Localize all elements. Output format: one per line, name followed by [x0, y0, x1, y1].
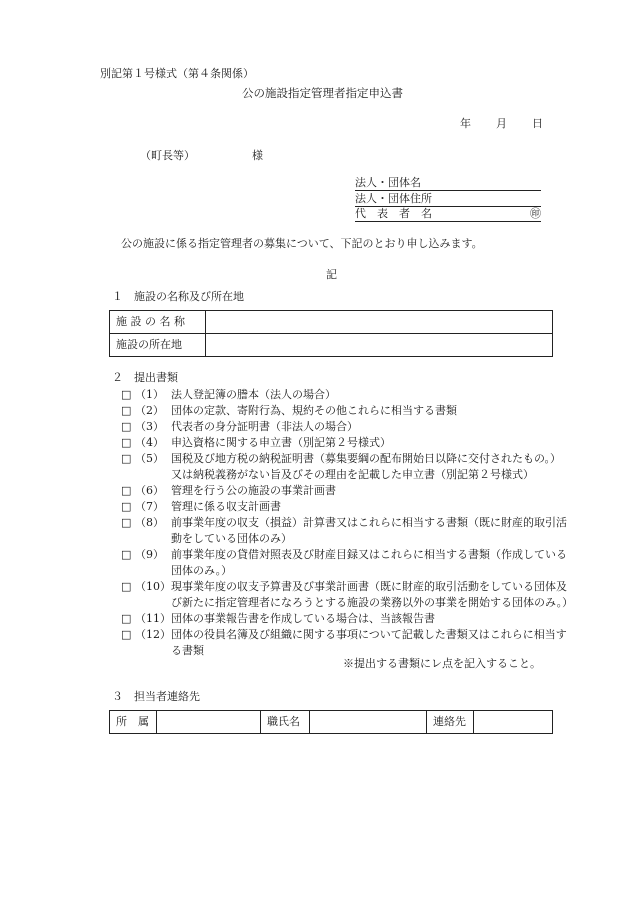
- item-number: （3）: [135, 420, 164, 433]
- facility-table: [109, 310, 553, 357]
- applicant-representative[interactable]: [355, 207, 541, 222]
- list-item: [121, 419, 571, 435]
- item-text: 団体の役員名簿及び組織に関する事項について記載した書類又はこれらに相当する書類: [171, 628, 567, 657]
- list-item: [121, 499, 571, 515]
- checkbox-4[interactable]: □: [121, 436, 132, 449]
- checkbox-5[interactable]: □: [121, 452, 132, 465]
- list-item: [121, 387, 571, 403]
- item-text: 国税及び地方税の納税証明書（募集要綱の配布開始日以降に交付されたもの。）又は納税義務がない旨及びその理由を記載した申立書（別記第２号様式）: [171, 452, 562, 481]
- applicant-corp-address-label: 法人・団体住所: [355, 192, 432, 205]
- title-name-field[interactable]: [310, 711, 427, 734]
- ki-heading: 記: [326, 268, 337, 281]
- checkbox-7[interactable]: □: [121, 500, 132, 513]
- page-title: 公の施設指定管理者指定申込書: [242, 86, 403, 100]
- item-text: 法人登記簿の謄本（法人の場合）: [171, 388, 336, 401]
- checkmark-note: ※提出する書類にレ点を記入すること。: [343, 657, 541, 670]
- table-row: [110, 711, 553, 734]
- list-item: [121, 547, 571, 579]
- applicant-corp-address[interactable]: [355, 192, 541, 207]
- affiliation-field[interactable]: [157, 711, 261, 734]
- list-item: [121, 403, 571, 419]
- list-item: [121, 435, 571, 451]
- item-number: （5）: [135, 452, 164, 465]
- contact-field[interactable]: [474, 711, 553, 734]
- item-text: 現事業年度の収支予算書及び事業計画書（既に財産的取引活動をしている団体及び新たに指定管理者になろうとする施設の業務以外の事業を開始する団体のみ。）: [171, 580, 574, 609]
- item-number: （7）: [135, 500, 164, 513]
- item-number: （4）: [135, 436, 164, 449]
- item-text: 前事業年度の貸借対照表及び財産目録又はこれらに相当する書類（作成している団体のみ。）: [171, 548, 567, 577]
- facility-address-label: 施設の所在地: [110, 334, 206, 357]
- addressee-honorific: 様: [252, 149, 263, 162]
- seal-icon: ㊞: [530, 207, 541, 220]
- item-number: （11）: [135, 612, 171, 625]
- checkbox-3[interactable]: □: [121, 420, 132, 433]
- checkbox-1[interactable]: □: [121, 388, 132, 401]
- item-number: （8）: [135, 516, 164, 529]
- section3-heading: ３ 担当者連絡先: [112, 690, 200, 703]
- list-item: [121, 515, 571, 547]
- list-item: [121, 579, 574, 611]
- item-text: 代表者の身分証明書（非法人の場合）: [171, 420, 358, 433]
- item-number: （12）: [135, 628, 171, 641]
- item-number: （2）: [135, 404, 164, 417]
- facility-address-field[interactable]: [206, 334, 553, 357]
- checkbox-6[interactable]: □: [121, 484, 132, 497]
- checkbox-11[interactable]: □: [121, 612, 132, 625]
- table-row: [110, 334, 553, 357]
- item-number: （10）: [135, 580, 171, 593]
- list-item: [121, 483, 571, 499]
- addressee-name: （町長等）: [140, 149, 195, 162]
- item-number: （9）: [135, 548, 164, 561]
- item-text: 団体の定款、寄附行為、規約その他これらに相当する書類: [171, 404, 457, 417]
- item-number: （1）: [135, 388, 164, 401]
- item-text: 前事業年度の収支（損益）計算書又はこれらに相当する書類（既に財産的取引活動をしている団体のみ）: [171, 516, 567, 545]
- list-item: [121, 451, 571, 483]
- applicant-corp-name[interactable]: [355, 176, 541, 191]
- contact-label: 連絡先: [427, 711, 474, 734]
- list-item: [121, 611, 571, 627]
- documents-list: [121, 387, 574, 659]
- table-row: [110, 311, 553, 334]
- affiliation-label: 所 属: [110, 711, 157, 734]
- applicant-corp-name-label: 法人・団体名: [355, 176, 421, 189]
- checkbox-2[interactable]: □: [121, 404, 132, 417]
- title-name-label: 職氏名: [261, 711, 310, 734]
- section1-heading: １ 施設の名称及び所在地: [112, 290, 244, 303]
- form-id: 別記第１号様式（第４条関係）: [100, 67, 254, 80]
- item-text: 団体の事業報告書を作成している場合は、当該報告書: [171, 612, 435, 625]
- item-text: 管理を行う公の施設の事業計画書: [171, 484, 336, 497]
- checkbox-12[interactable]: □: [121, 628, 132, 641]
- contact-table: [109, 710, 553, 734]
- checkbox-8[interactable]: □: [121, 516, 132, 529]
- item-text: 申込資格に関する申立書（別記第２号様式）: [171, 436, 391, 449]
- date-month: 月: [496, 117, 507, 130]
- list-item: [121, 627, 571, 659]
- checkbox-9[interactable]: □: [121, 548, 132, 561]
- section2-heading: ２ 提出書類: [112, 371, 178, 384]
- item-text: 管理に係る収支計画書: [171, 500, 281, 513]
- intro-text: 公の施設に係る指定管理者の募集について、下記のとおり申し込みます。: [121, 237, 483, 250]
- facility-name-label: 施 設 の 名 称: [110, 311, 206, 334]
- facility-name-field[interactable]: [206, 311, 553, 334]
- date-year: 年: [460, 117, 471, 130]
- applicant-representative-label: 代 表 者 名: [355, 207, 432, 220]
- checkbox-10[interactable]: □: [121, 580, 132, 593]
- date-day: 日: [532, 117, 543, 130]
- item-number: （6）: [135, 484, 164, 497]
